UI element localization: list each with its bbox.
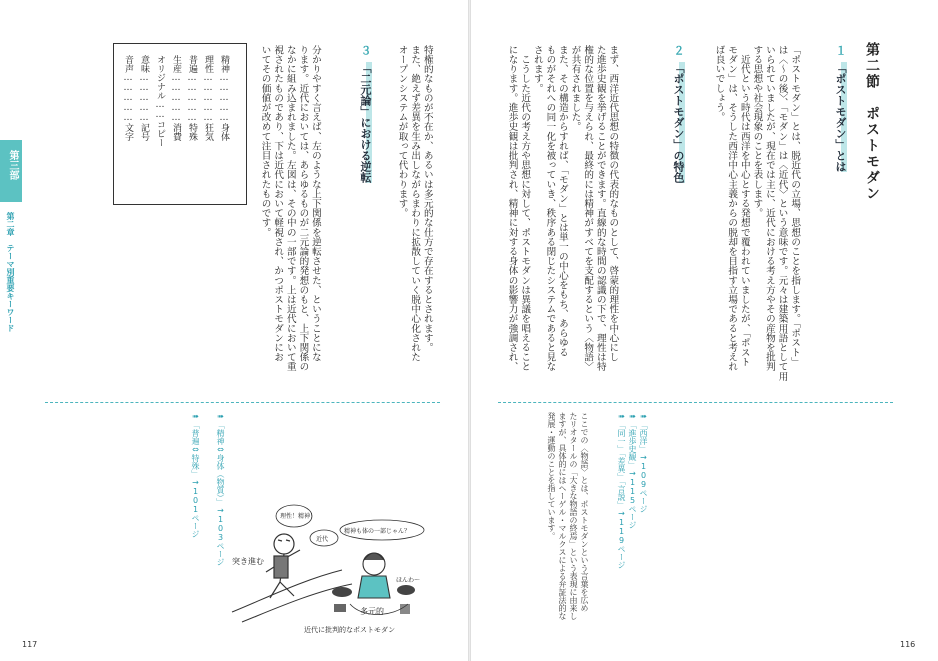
note-line: 発展・運動のことを指しています。 [547,412,556,540]
ref-link-progress[interactable]: ➠「進歩史観」→115ページ [628,412,637,529]
part-tab-label: 第三部 [7,150,18,180]
body-line: ば良いでしょう。 [713,45,725,122]
body-line: まず、西洋近代思想の特徴の代表的なものとして、啓蒙的理性を中心にし [607,45,619,362]
body-line: ものがそれへの同一化を被っていき、秩序ある閉じたシステムであると見な [544,45,556,372]
body-line: 近代という時代は西洋を中心とする発想で覆われていましたが、「ポスト [738,45,750,367]
body-line: は〈〜の後〉、「モダン」は〈近代〉という意味です。元々は建築用語として用 [776,45,788,381]
chapter-tab-label: 第二章 テーマ別重要キーワード [6,212,15,332]
body-line: いてその価値が改めて注目されたものです。 [259,45,271,237]
relax-label: ほんわ〜 [396,577,421,584]
dualism-pairs-list [120,55,232,195]
bubble-modern-text: 近代 [316,536,329,543]
body-line: た進歩史観を挙げることができます。直線的な時間の認識の下で、理性は特 [594,45,606,372]
story-note [546,412,590,632]
heading-postmodern-features [670,45,686,183]
ref-link-west[interactable]: ➠「西洋」→109ページ [639,412,648,513]
modern-man-figure [266,534,300,598]
pair-item: 理性……………狂気 [203,55,213,141]
pair-item: オリジナル……コピー [155,55,165,147]
body-line: また、絶えず差異を生み出しながらまわりに拡散していく脱中心化された [409,45,421,362]
body-line: なかに組み込まれました。左図は、その中の一部です。上は近代において重 [284,45,296,372]
left-page-number: 117 [22,640,38,649]
heading-number: ２ [672,45,685,56]
left-body-text [395,45,433,385]
body-line: になります。進歩史観は批判され、精神に対する身体の影響力が強調され、 [506,45,518,372]
section-title: 第二節 ポストモダン [864,42,880,202]
heading-title: 「ポストモダン」とは [834,62,847,172]
body-line: モダン」は、そうした西洋中心主義からの脱却を目指す立場であると考えれ [726,45,738,372]
bubble-body-text: 精神も体の一部じゃん？ [344,528,411,535]
pair-item: 精神……………身体 [219,55,229,141]
postmodern-illustration [222,500,432,640]
heading-title: 「二元論」における逆転 [359,62,372,183]
left-refs [190,412,226,572]
postmodern-woman-figure [358,553,390,598]
body-line: が共有されました。 [569,45,581,132]
dualism-body-text [258,45,321,385]
ref-link-universal[interactable]: ➠「普遍⇔特殊」→101ページ [191,412,200,538]
illustration-caption: 近代に批判的なポストモダン [304,626,396,634]
ref-link-identity[interactable]: ➠「同一」「差異」「言説」→119ページ [617,412,626,569]
right-divider [498,402,893,404]
note-line: ますが、具体的にはヘーゲル・マルクスによる弁証法的な [558,412,567,620]
pair-item: 音声……………文字 [123,55,133,141]
body-line: する思想や社会現象のことを表します。 [751,45,763,218]
body-line: こうした近代の考え方や思想に対して、ポストモダンは異議を唱えること [519,45,531,372]
right-refs [598,412,649,582]
body-line: 権的な位置を与えられ、最終的には精神がすべてを支配するという〈物語〉 [582,45,594,372]
body-line: 特権的なものが不在か、あるいは多元的な仕方で存在するとされます。 [421,45,433,353]
heading-title: 「ポストモダン」の特色 [672,62,685,183]
pair-item: 生産……………消費 [171,55,181,141]
body-line: オープンシステムが取って代わります。 [396,45,408,218]
heading-number: １ [834,45,847,56]
push-label: 突き進む [232,557,264,566]
note-line: ここでの〈物語〉とは、ポストモダンという言葉を広め [580,412,589,612]
body-line: ります。近代においては、あらゆるものが二元論的発想のもと、上下関係の [297,45,309,372]
plural-label: 多元的 [360,607,384,616]
body-line: 分かりやすく言えば、左のような上下関係を逆転させた、ということにな [309,45,321,362]
heading-number: ３ [359,45,372,56]
spine-gutter [468,0,471,661]
heading-dualism [357,45,373,183]
pair-item: 意味……………記号 [139,55,149,141]
right-page-number: 116 [900,640,916,649]
body-line: いられていましたが、現在では主に、近代における考え方やその産物を批判 [763,45,775,372]
body-line: されます。 [531,45,543,93]
ref-link-mind-body[interactable]: ➠「精神⇔身体（物質）」→103ページ [216,412,225,566]
note-line: たリオタールの「大きな物語の終焉」という表現に由来し [569,412,578,620]
body-line: 「ポストモダン」とは、脱近代の立場、思想のことを指します。「ポスト」 [789,45,801,367]
bubble-reason-text: 理性！精神！ [280,513,317,520]
body-line: 視されたものであり、下は近代において軽視され、かつポストモダンにお [272,45,284,362]
features-body-text [505,45,618,385]
left-divider [45,402,440,404]
body-line: また、その構造からすれば、「モダン」とは単一の中心をもち、あらゆる [556,45,568,357]
definition-body-text [712,45,800,385]
heading-postmodern-definition [832,45,848,172]
pair-item: 普遍……………特殊 [187,55,197,141]
